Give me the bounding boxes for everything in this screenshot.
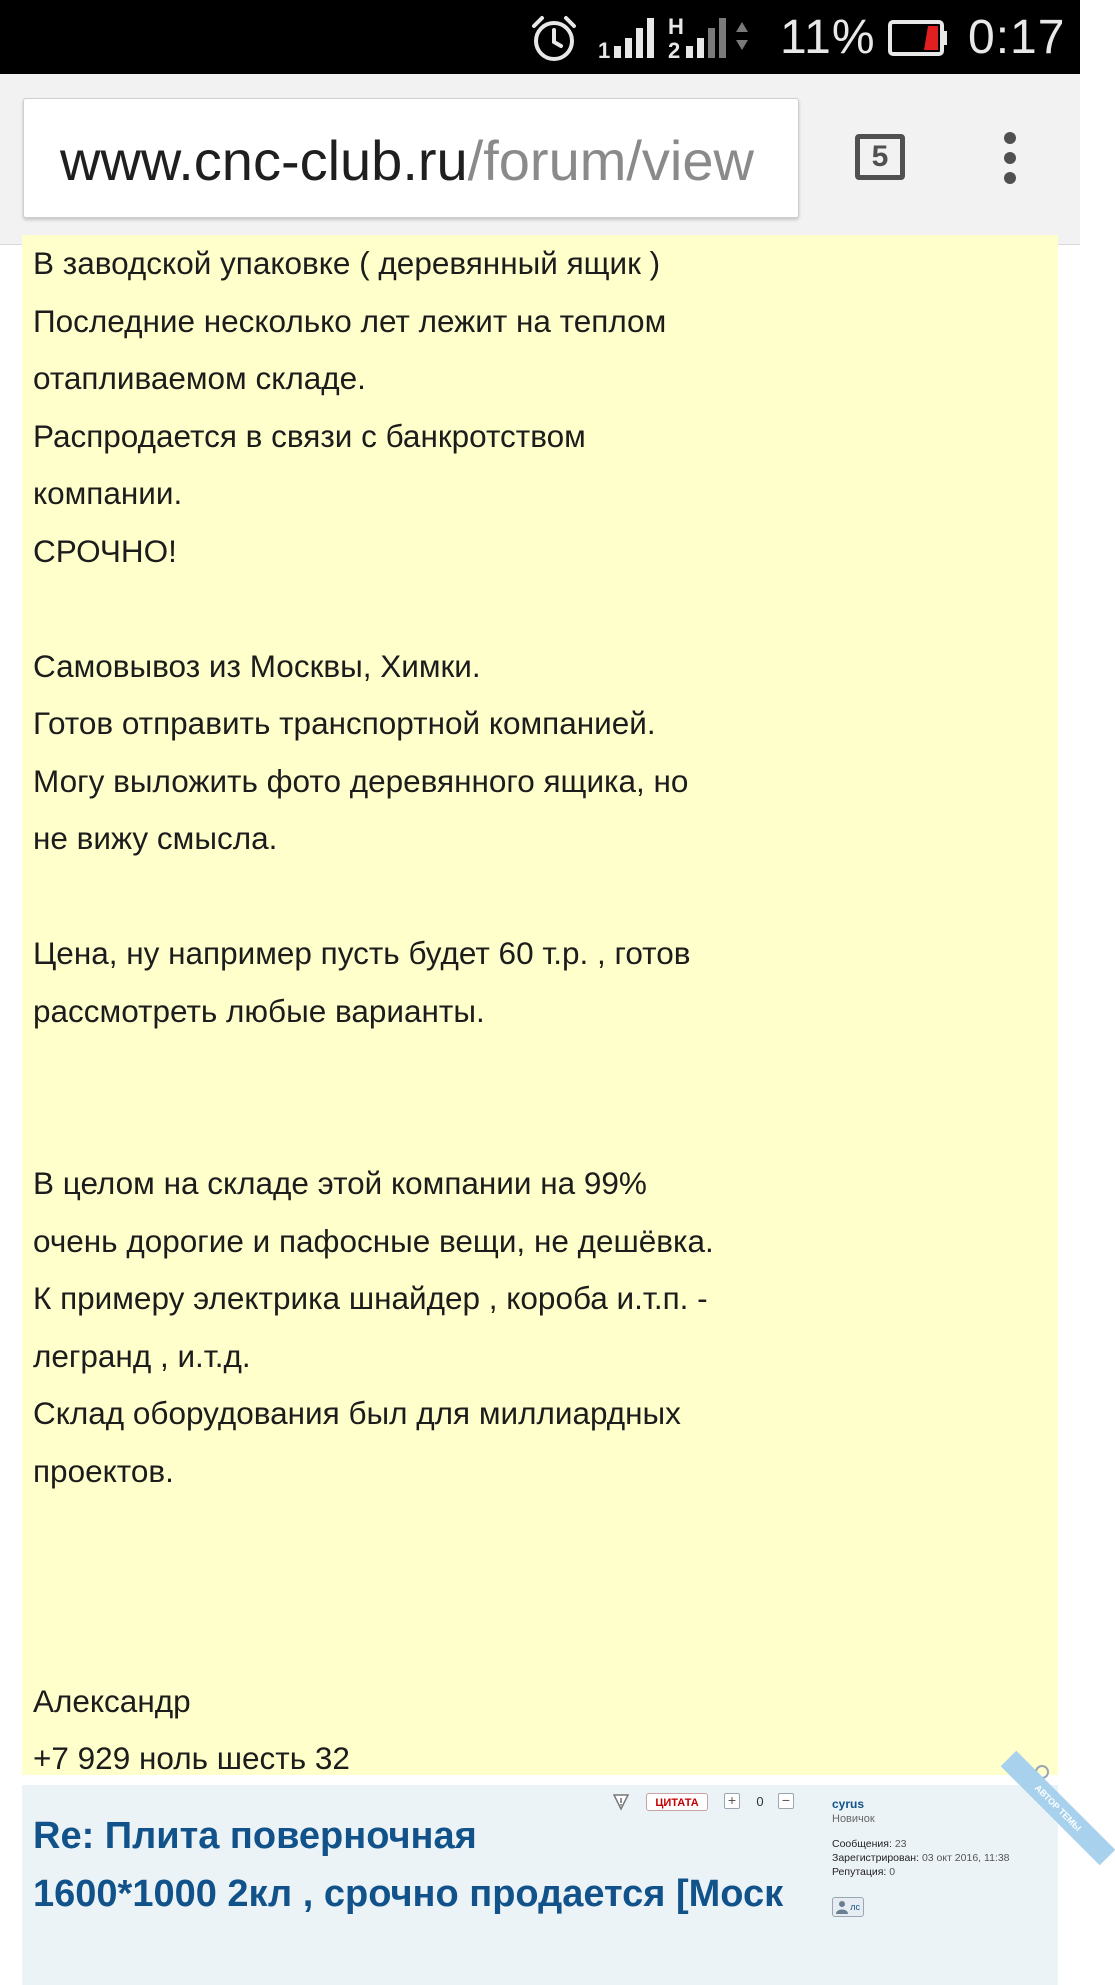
status-bar [0, 0, 1080, 74]
post-text-line: Александр [33, 1682, 191, 1719]
author-reputation: Репутация: 0 [832, 1866, 896, 1878]
forum-post-reply [22, 1782, 1084, 1985]
pm-label: лс [850, 1902, 860, 1912]
post-text-line: Склад оборудования был для миллиардных [33, 1395, 681, 1431]
author-posts: Сообщения: 23 [832, 1838, 907, 1850]
tab-switcher-button[interactable] [855, 134, 905, 180]
post-text-line: Цена, ну например пусть будет 60 т.р. , готов [33, 935, 691, 971]
signal-icon [598, 14, 662, 63]
report-icon[interactable] [612, 1793, 630, 1811]
post-text-line: СРОЧНО! [33, 532, 177, 569]
battery-low-icon [888, 20, 948, 56]
author-username[interactable]: cyrus [832, 1797, 865, 1811]
post-text-line: Могу выложить фото деревянного ящика, но [33, 762, 689, 799]
overflow-menu-icon[interactable] [998, 132, 1022, 188]
svg-text:1: 1 [598, 38, 611, 63]
rate-minus-button[interactable]: − [778, 1793, 794, 1809]
reply-title-line2: 1600*1000 2кл , срочно продается [Моск [33, 1873, 784, 1915]
author-registered: Зарегистрирован: 03 окт 2016, 11:38 [832, 1852, 1010, 1864]
rate-plus-button[interactable]: + [724, 1793, 740, 1809]
post-blank-line [33, 1040, 813, 1098]
private-message-button[interactable] [832, 1897, 864, 1917]
post-blank-line [33, 1615, 813, 1673]
post-text-line: В целом на складе этой компании на 99% [33, 1165, 647, 1201]
quote-button[interactable]: ЦИТАТА [646, 1793, 708, 1811]
post-text-line: отапливаемом складе. [33, 360, 366, 396]
post-text-line: компании. [33, 475, 183, 511]
post-text-line: очень дорогие и пафосные вещи, не дешёвка. [33, 1222, 714, 1259]
post-blank-line [33, 1558, 813, 1616]
post-blank-line [33, 580, 813, 638]
author-rank: Новичок [832, 1813, 875, 1825]
post-text-line: легранд , и.т.д. [33, 1337, 251, 1374]
battery-percent: 11% [780, 11, 876, 64]
forum-post [22, 235, 1058, 1775]
url-path: /forum/view [467, 129, 754, 192]
post-text-line: Распродается в связи с банкротством [33, 417, 586, 454]
post-text-line: Готов отправить транспортной компанией. [33, 705, 656, 741]
post-text-line: +7 929 ноль шесть 32 [33, 1740, 350, 1776]
rating-count: 0 [756, 1794, 764, 1809]
post-text-line: В заводской упаковке ( деревянный ящик ) [33, 245, 661, 281]
post-text-line: рассмотреть любые варианты. [33, 992, 485, 1029]
topic-author-ribbon [1002, 1777, 1084, 1861]
post-text-line: К примеру электрика шнайдер , короба и.т.п. - [33, 1280, 708, 1316]
post-text-line: Последние несколько лет лежит на теплом [33, 302, 667, 339]
post-text-line: проектов. [33, 1452, 174, 1489]
post-blank-line [33, 1500, 813, 1558]
post-blank-line [33, 1098, 813, 1156]
ribbon-label: АВТОР ТЕМЫ [1001, 1751, 1115, 1866]
network-type-label: H [668, 14, 684, 39]
url-bar[interactable] [23, 98, 799, 218]
tab-count: 5 [871, 140, 889, 173]
reply-title[interactable] [33, 1807, 823, 1923]
sim-number-label: 2 [668, 38, 681, 63]
clock: 0:17 [968, 11, 1066, 64]
alarm-icon [528, 12, 580, 64]
post-body [33, 235, 813, 1788]
post-blank-line [33, 868, 813, 926]
post-text-line: не вижу смысла. [33, 820, 278, 856]
forum-page [0, 245, 1084, 1920]
signal-h-icon [668, 14, 762, 63]
url-host: www.cnc-club.ru [60, 129, 468, 192]
reply-title-line1: Re: Плита поверночная [33, 1815, 477, 1857]
user-icon [836, 1900, 848, 1914]
browser-toolbar [0, 74, 1080, 245]
url-text [60, 129, 754, 193]
post-text-line: Самовывоз из Москвы, Химки. [33, 647, 481, 684]
